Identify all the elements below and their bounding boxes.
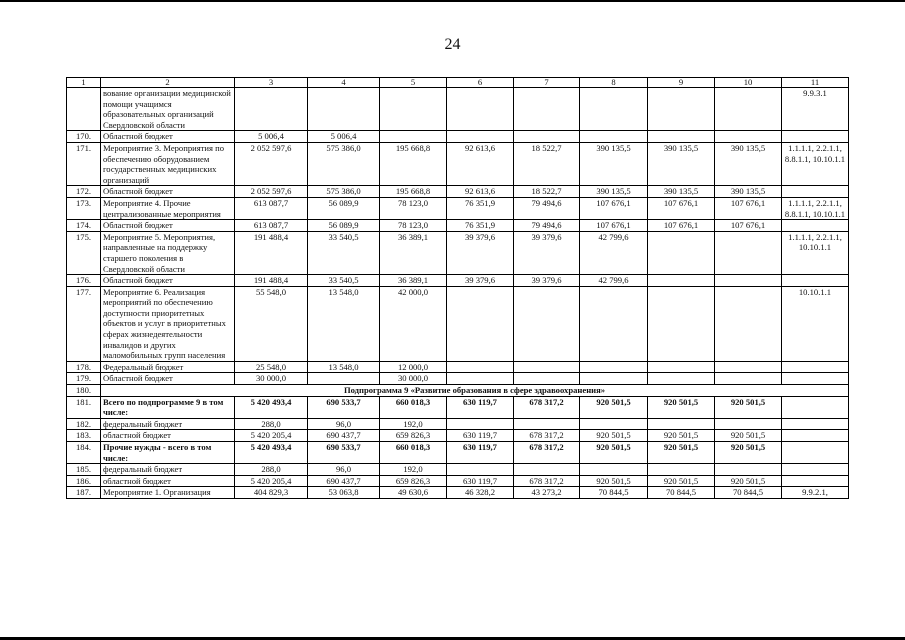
column-header: 5	[380, 78, 447, 88]
table-row	[67, 220, 849, 232]
column-header: 9	[648, 78, 715, 88]
amount-cell: 92 613,6	[447, 142, 514, 185]
amount-cell	[447, 464, 514, 476]
row-number: 183.	[67, 430, 101, 442]
table-row	[67, 186, 849, 198]
table-row	[67, 88, 849, 131]
target-indicator	[782, 430, 849, 442]
amount-cell	[715, 131, 782, 143]
table-row	[67, 231, 849, 274]
amount-cell: 2 052 597,6	[235, 142, 308, 185]
amount-cell: 96,0	[308, 464, 380, 476]
table-row	[67, 464, 849, 476]
row-number: 174.	[67, 220, 101, 232]
amount-cell: 55 548,0	[235, 286, 308, 361]
amount-cell: 195 668,8	[380, 142, 447, 185]
row-name: Областной бюджет	[101, 220, 235, 232]
amount-cell	[648, 231, 715, 274]
amount-cell	[514, 418, 580, 430]
amount-cell: 18 522,7	[514, 186, 580, 198]
column-header: 7	[514, 78, 580, 88]
amount-cell	[648, 286, 715, 361]
target-indicator	[782, 418, 849, 430]
amount-cell: 107 676,1	[715, 197, 782, 219]
target-indicator: 1.1.1.1, 2.2.1.1, 10.10.1.1	[782, 231, 849, 274]
target-indicator	[782, 464, 849, 476]
target-indicator	[782, 131, 849, 143]
amount-cell: 920 501,5	[580, 396, 648, 418]
amount-cell	[648, 88, 715, 131]
amount-cell: 13 548,0	[308, 286, 380, 361]
row-number: 173.	[67, 197, 101, 219]
amount-cell	[308, 88, 380, 131]
amount-cell: 107 676,1	[715, 220, 782, 232]
row-name: Мероприятие 4. Прочие централизованные мероприятия	[101, 197, 235, 219]
amount-cell: 107 676,1	[580, 220, 648, 232]
amount-cell: 630 119,7	[447, 396, 514, 418]
amount-cell	[715, 464, 782, 476]
amount-cell: 690 533,7	[308, 442, 380, 464]
amount-cell: 46 328,2	[447, 487, 514, 499]
amount-cell	[580, 418, 648, 430]
amount-cell	[580, 373, 648, 385]
table-row	[67, 487, 849, 499]
table-row	[67, 361, 849, 373]
column-header: 6	[447, 78, 514, 88]
row-number: 172.	[67, 186, 101, 198]
row-name: Мероприятие 6. Реализация мероприятий по обеспечению доступности приоритетных объектов и услуг в приоритетных сферах жизнедеятельности инвалидов и других маломобильных групп населения	[101, 286, 235, 361]
table-row	[67, 197, 849, 219]
amount-cell: 288,0	[235, 418, 308, 430]
amount-cell: 690 437,7	[308, 430, 380, 442]
amount-cell	[648, 373, 715, 385]
table-row	[67, 142, 849, 185]
amount-cell: 42 799,6	[580, 275, 648, 287]
amount-cell: 192,0	[380, 464, 447, 476]
target-indicator: 1.1.1.1, 2.2.1.1, 8.8.1.1, 10.10.1.1	[782, 142, 849, 185]
amount-cell: 5 006,4	[308, 131, 380, 143]
amount-cell: 107 676,1	[580, 197, 648, 219]
target-indicator	[782, 475, 849, 487]
amount-cell: 920 501,5	[648, 430, 715, 442]
amount-cell: 390 135,5	[580, 142, 648, 185]
row-number: 175.	[67, 231, 101, 274]
row-name: федеральный бюджет	[101, 418, 235, 430]
section-row	[67, 385, 849, 397]
table-body	[67, 88, 849, 499]
amount-cell	[715, 88, 782, 131]
amount-cell	[447, 361, 514, 373]
amount-cell	[308, 373, 380, 385]
amount-cell: 13 548,0	[308, 361, 380, 373]
amount-cell: 659 826,3	[380, 430, 447, 442]
amount-cell: 76 351,9	[447, 197, 514, 219]
table-row	[67, 275, 849, 287]
amount-cell: 30 000,0	[380, 373, 447, 385]
amount-cell: 575 386,0	[308, 142, 380, 185]
row-name: Областной бюджет	[101, 186, 235, 198]
amount-cell: 70 844,5	[580, 487, 648, 499]
amount-cell: 390 135,5	[580, 186, 648, 198]
row-name: вование организации медицинской помощи учащимся образовательных организаций Свердловской области	[101, 88, 235, 131]
amount-cell: 12 000,0	[380, 361, 447, 373]
row-name: Областной бюджет	[101, 131, 235, 143]
amount-cell	[648, 418, 715, 430]
row-name: Всего по подпрограмме 9 в том числе:	[101, 396, 235, 418]
amount-cell	[380, 88, 447, 131]
row-number: 186.	[67, 475, 101, 487]
row-name: областной бюджет	[101, 475, 235, 487]
amount-cell	[580, 88, 648, 131]
row-name: Мероприятие 5. Мероприятия, направленные на поддержку старшего поколения в Свердловской области	[101, 231, 235, 274]
row-number: 180.	[67, 385, 101, 397]
amount-cell: 630 119,7	[447, 475, 514, 487]
amount-cell	[514, 464, 580, 476]
amount-cell: 70 844,5	[715, 487, 782, 499]
row-number: 181.	[67, 396, 101, 418]
row-name: федеральный бюджет	[101, 464, 235, 476]
amount-cell: 920 501,5	[580, 475, 648, 487]
amount-cell: 195 668,8	[380, 186, 447, 198]
amount-cell	[447, 418, 514, 430]
amount-cell: 2 052 597,6	[235, 186, 308, 198]
table-row	[67, 131, 849, 143]
target-indicator	[782, 275, 849, 287]
amount-cell: 920 501,5	[715, 442, 782, 464]
target-indicator	[782, 373, 849, 385]
amount-cell: 70 844,5	[648, 487, 715, 499]
row-name: Областной бюджет	[101, 275, 235, 287]
table-row	[67, 396, 849, 418]
amount-cell: 39 379,6	[514, 275, 580, 287]
target-indicator	[782, 361, 849, 373]
row-number	[67, 88, 101, 131]
amount-cell	[648, 131, 715, 143]
amount-cell: 42 799,6	[580, 231, 648, 274]
amount-cell: 43 273,2	[514, 487, 580, 499]
target-indicator: 9.9.3.1	[782, 88, 849, 131]
table-row	[67, 373, 849, 385]
column-header: 3	[235, 78, 308, 88]
table-row	[67, 475, 849, 487]
table-row	[67, 418, 849, 430]
amount-cell	[715, 275, 782, 287]
amount-cell: 920 501,5	[648, 442, 715, 464]
amount-cell: 390 135,5	[648, 142, 715, 185]
table-row	[67, 430, 849, 442]
amount-cell: 49 630,6	[380, 487, 447, 499]
amount-cell	[447, 131, 514, 143]
amount-cell: 18 522,7	[514, 142, 580, 185]
target-indicator: 1.1.1.1, 2.2.1.1, 8.8.1.1, 10.10.1.1	[782, 197, 849, 219]
amount-cell	[380, 131, 447, 143]
amount-cell: 79 494,6	[514, 197, 580, 219]
amount-cell: 107 676,1	[648, 197, 715, 219]
amount-cell: 613 087,7	[235, 220, 308, 232]
column-header: 10	[715, 78, 782, 88]
amount-cell: 390 135,5	[715, 142, 782, 185]
table-row	[67, 442, 849, 464]
amount-cell: 920 501,5	[715, 430, 782, 442]
amount-cell: 5 420 493,4	[235, 442, 308, 464]
amount-cell	[514, 131, 580, 143]
amount-cell: 56 089,9	[308, 220, 380, 232]
amount-cell: 288,0	[235, 464, 308, 476]
amount-cell	[648, 361, 715, 373]
amount-cell: 390 135,5	[715, 186, 782, 198]
column-header: 4	[308, 78, 380, 88]
row-number: 179.	[67, 373, 101, 385]
amount-cell	[514, 361, 580, 373]
amount-cell: 53 063,8	[308, 487, 380, 499]
amount-cell	[447, 286, 514, 361]
row-name: Федеральный бюджет	[101, 361, 235, 373]
amount-cell: 575 386,0	[308, 186, 380, 198]
amount-cell: 76 351,9	[447, 220, 514, 232]
amount-cell: 78 123,0	[380, 220, 447, 232]
amount-cell: 42 000,0	[380, 286, 447, 361]
amount-cell	[715, 373, 782, 385]
amount-cell: 690 533,7	[308, 396, 380, 418]
target-indicator	[782, 220, 849, 232]
amount-cell: 79 494,6	[514, 220, 580, 232]
amount-cell: 96,0	[308, 418, 380, 430]
amount-cell: 920 501,5	[715, 475, 782, 487]
amount-cell	[514, 373, 580, 385]
amount-cell: 660 018,3	[380, 396, 447, 418]
amount-cell	[715, 361, 782, 373]
table-row	[67, 286, 849, 361]
amount-cell: 920 501,5	[648, 396, 715, 418]
row-name: областной бюджет	[101, 430, 235, 442]
amount-cell	[580, 286, 648, 361]
column-header: 1	[67, 78, 101, 88]
row-name: Мероприятие 1. Организация	[101, 487, 235, 499]
amount-cell: 613 087,7	[235, 197, 308, 219]
amount-cell	[235, 88, 308, 131]
amount-cell: 36 389,1	[380, 275, 447, 287]
row-number: 182.	[67, 418, 101, 430]
amount-cell: 107 676,1	[648, 220, 715, 232]
row-number: 171.	[67, 142, 101, 185]
amount-cell	[715, 231, 782, 274]
amount-cell	[514, 286, 580, 361]
row-number: 170.	[67, 131, 101, 143]
amount-cell	[580, 361, 648, 373]
row-number: 177.	[67, 286, 101, 361]
amount-cell	[447, 373, 514, 385]
amount-cell: 191 488,4	[235, 275, 308, 287]
amount-cell: 920 501,5	[648, 475, 715, 487]
amount-cell: 33 540,5	[308, 231, 380, 274]
table-header-row	[67, 78, 849, 88]
column-header: 8	[580, 78, 648, 88]
amount-cell: 630 119,7	[447, 442, 514, 464]
target-indicator	[782, 396, 849, 418]
column-header: 2	[101, 78, 235, 88]
amount-cell	[715, 418, 782, 430]
amount-cell	[447, 88, 514, 131]
budget-table	[66, 77, 849, 499]
row-name: Областной бюджет	[101, 373, 235, 385]
amount-cell: 659 826,3	[380, 475, 447, 487]
amount-cell: 630 119,7	[447, 430, 514, 442]
amount-cell: 39 379,6	[447, 275, 514, 287]
row-number: 176.	[67, 275, 101, 287]
amount-cell: 5 420 205,4	[235, 475, 308, 487]
amount-cell: 25 548,0	[235, 361, 308, 373]
amount-cell: 36 389,1	[380, 231, 447, 274]
amount-cell: 404 829,3	[235, 487, 308, 499]
amount-cell: 30 000,0	[235, 373, 308, 385]
row-number: 185.	[67, 464, 101, 476]
target-indicator: 10.10.1.1	[782, 286, 849, 361]
amount-cell: 678 317,2	[514, 396, 580, 418]
amount-cell: 5 420 205,4	[235, 430, 308, 442]
amount-cell: 39 379,6	[514, 231, 580, 274]
target-indicator: 9.9.2.1,	[782, 487, 849, 499]
amount-cell: 690 437,7	[308, 475, 380, 487]
amount-cell: 678 317,2	[514, 475, 580, 487]
row-number: 178.	[67, 361, 101, 373]
amount-cell	[514, 88, 580, 131]
amount-cell	[580, 464, 648, 476]
amount-cell: 192,0	[380, 418, 447, 430]
amount-cell: 678 317,2	[514, 430, 580, 442]
amount-cell: 191 488,4	[235, 231, 308, 274]
amount-cell: 33 540,5	[308, 275, 380, 287]
page-number: 24	[444, 36, 461, 53]
row-number: 184.	[67, 442, 101, 464]
target-indicator	[782, 442, 849, 464]
row-name: Мероприятие 3. Мероприятия по обеспечению оборудованием государственных медицинских организаций	[101, 142, 235, 185]
amount-cell: 920 501,5	[580, 430, 648, 442]
subprogram-title: Подпрограмма 9 «Развитие образования в сфере здравоохранения»	[101, 385, 849, 397]
amount-cell	[648, 464, 715, 476]
row-number: 187.	[67, 487, 101, 499]
column-header: 11	[782, 78, 849, 88]
amount-cell	[648, 275, 715, 287]
amount-cell: 39 379,6	[447, 231, 514, 274]
amount-cell: 92 613,6	[447, 186, 514, 198]
amount-cell: 920 501,5	[580, 442, 648, 464]
target-indicator	[782, 186, 849, 198]
amount-cell: 5 420 493,4	[235, 396, 308, 418]
amount-cell	[715, 286, 782, 361]
amount-cell	[580, 131, 648, 143]
amount-cell: 5 006,4	[235, 131, 308, 143]
amount-cell: 660 018,3	[380, 442, 447, 464]
row-name: Прочие нужды - всего в том числе:	[101, 442, 235, 464]
amount-cell: 56 089,9	[308, 197, 380, 219]
amount-cell: 78 123,0	[380, 197, 447, 219]
amount-cell: 678 317,2	[514, 442, 580, 464]
amount-cell: 390 135,5	[648, 186, 715, 198]
amount-cell: 920 501,5	[715, 396, 782, 418]
page-top-border	[0, 0, 905, 2]
